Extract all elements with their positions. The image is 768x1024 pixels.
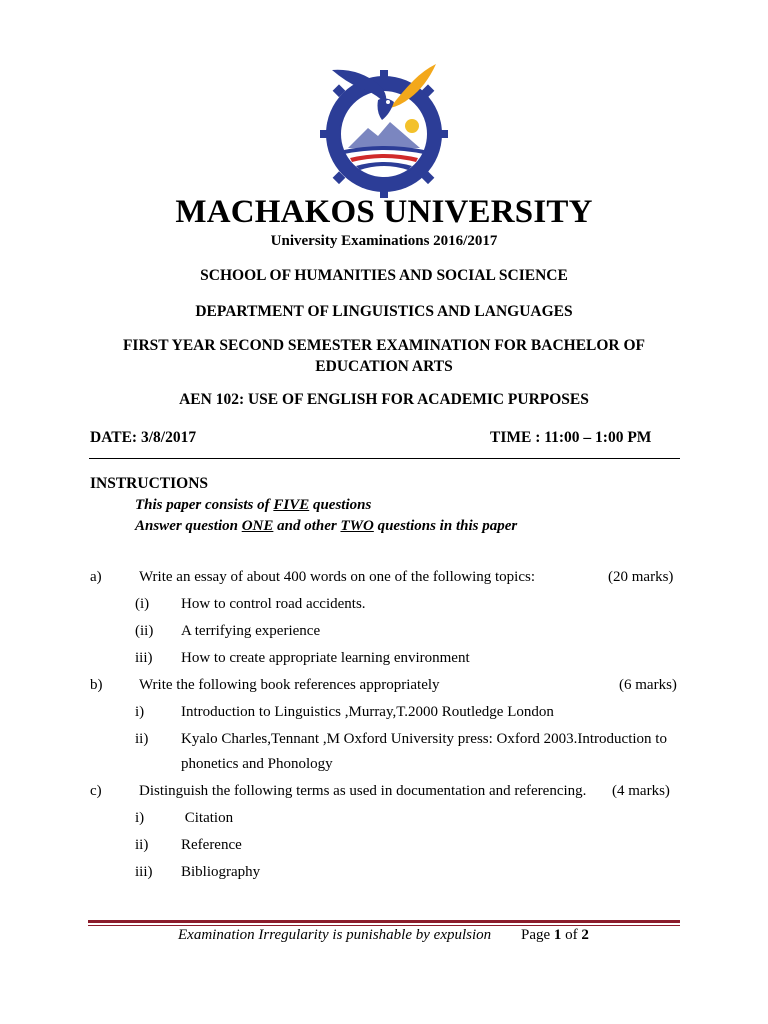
course-title: AEN 102: USE OF ENGLISH FOR ACADEMIC PURPOSES <box>179 391 589 408</box>
instruction-emphasis: FIVE <box>273 497 310 513</box>
list-item-text: Introduction to Linguistics ,Murray,T.2000 Routledge London <box>181 704 554 720</box>
list-item-text: A terrifying experience <box>181 623 321 639</box>
list-item-text: Bibliography <box>181 864 261 880</box>
list-item-number: iii) <box>135 864 153 880</box>
page-indicator <box>521 927 589 944</box>
list-item-number: (i) <box>135 596 150 612</box>
footer-rule-thick <box>88 920 680 923</box>
page-of-label: of <box>561 927 582 943</box>
question-c-text: Distinguish the following terms as used in documentation and referencing. <box>139 783 587 799</box>
page-total: 2 <box>581 927 589 943</box>
list-item-number: (ii) <box>135 623 154 639</box>
exam-time: TIME : 11:00 – 1:00 PM <box>490 429 652 446</box>
instructions-heading: INSTRUCTIONS <box>90 475 209 492</box>
department-name: DEPARTMENT OF LINGUISTICS AND LANGUAGES <box>195 303 573 320</box>
exam-date: DATE: 3/8/2017 <box>90 429 197 446</box>
list-item-text: Kyalo Charles,Tennant ,M Oxford University press: Oxford 2003.Introduction to <box>181 731 667 747</box>
question-a-label: a) <box>90 569 102 585</box>
header-divider <box>89 458 680 459</box>
footer-note: Examination Irregularity is punishable by expulsion <box>178 927 492 943</box>
instruction-text: This paper consists of <box>135 497 274 513</box>
footer-rule-thin <box>88 925 680 926</box>
list-item-number: ii) <box>135 731 149 747</box>
school-name: SCHOOL OF HUMANITIES AND SOCIAL SCIENCE <box>200 267 568 284</box>
question-c-marks: (4 marks) <box>612 783 670 799</box>
page-number: 1 <box>553 927 562 943</box>
list-item-number: i) <box>135 810 145 826</box>
question-b-text: Write the following book references appropriately <box>139 677 440 693</box>
instruction-text: questions <box>309 497 372 513</box>
instruction-line-1 <box>135 497 371 514</box>
instruction-emphasis: ONE <box>241 518 274 534</box>
university-seal-logo <box>316 62 452 198</box>
list-item-number: ii) <box>135 837 149 853</box>
list-item-text-continued: phonetics and Phonology <box>181 756 333 772</box>
list-item-text: Reference <box>181 837 242 853</box>
question-a-marks: (20 marks) <box>608 569 674 585</box>
question-a-text: Write an essay of about 400 words on one of the following topics: <box>139 569 535 585</box>
exam-year: University Examinations 2016/2017 <box>270 233 498 249</box>
list-item-number: i) <box>135 704 145 720</box>
list-item-number: iii) <box>135 650 153 666</box>
exam-title-line2: EDUCATION ARTS <box>315 358 453 375</box>
instruction-emphasis: TWO <box>340 518 374 534</box>
list-item-text: How to control road accidents. <box>181 596 366 612</box>
university-name: MACHAKOS UNIVERSITY <box>175 194 593 230</box>
instruction-text: Answer question <box>135 518 242 534</box>
page-label: Page <box>521 927 554 943</box>
list-item-text: Citation <box>181 810 234 826</box>
instruction-text: questions in this paper <box>373 518 518 534</box>
list-item-text: How to create appropriate learning environment <box>181 650 470 666</box>
question-b-marks: (6 marks) <box>619 677 677 693</box>
question-b-label: b) <box>90 677 103 693</box>
question-c-label: c) <box>90 783 102 799</box>
instruction-line-2 <box>135 518 517 535</box>
exam-title-line1: FIRST YEAR SECOND SEMESTER EXAMINATION FOR BACHELOR OF <box>122 337 646 354</box>
instruction-text: and other <box>273 518 341 534</box>
